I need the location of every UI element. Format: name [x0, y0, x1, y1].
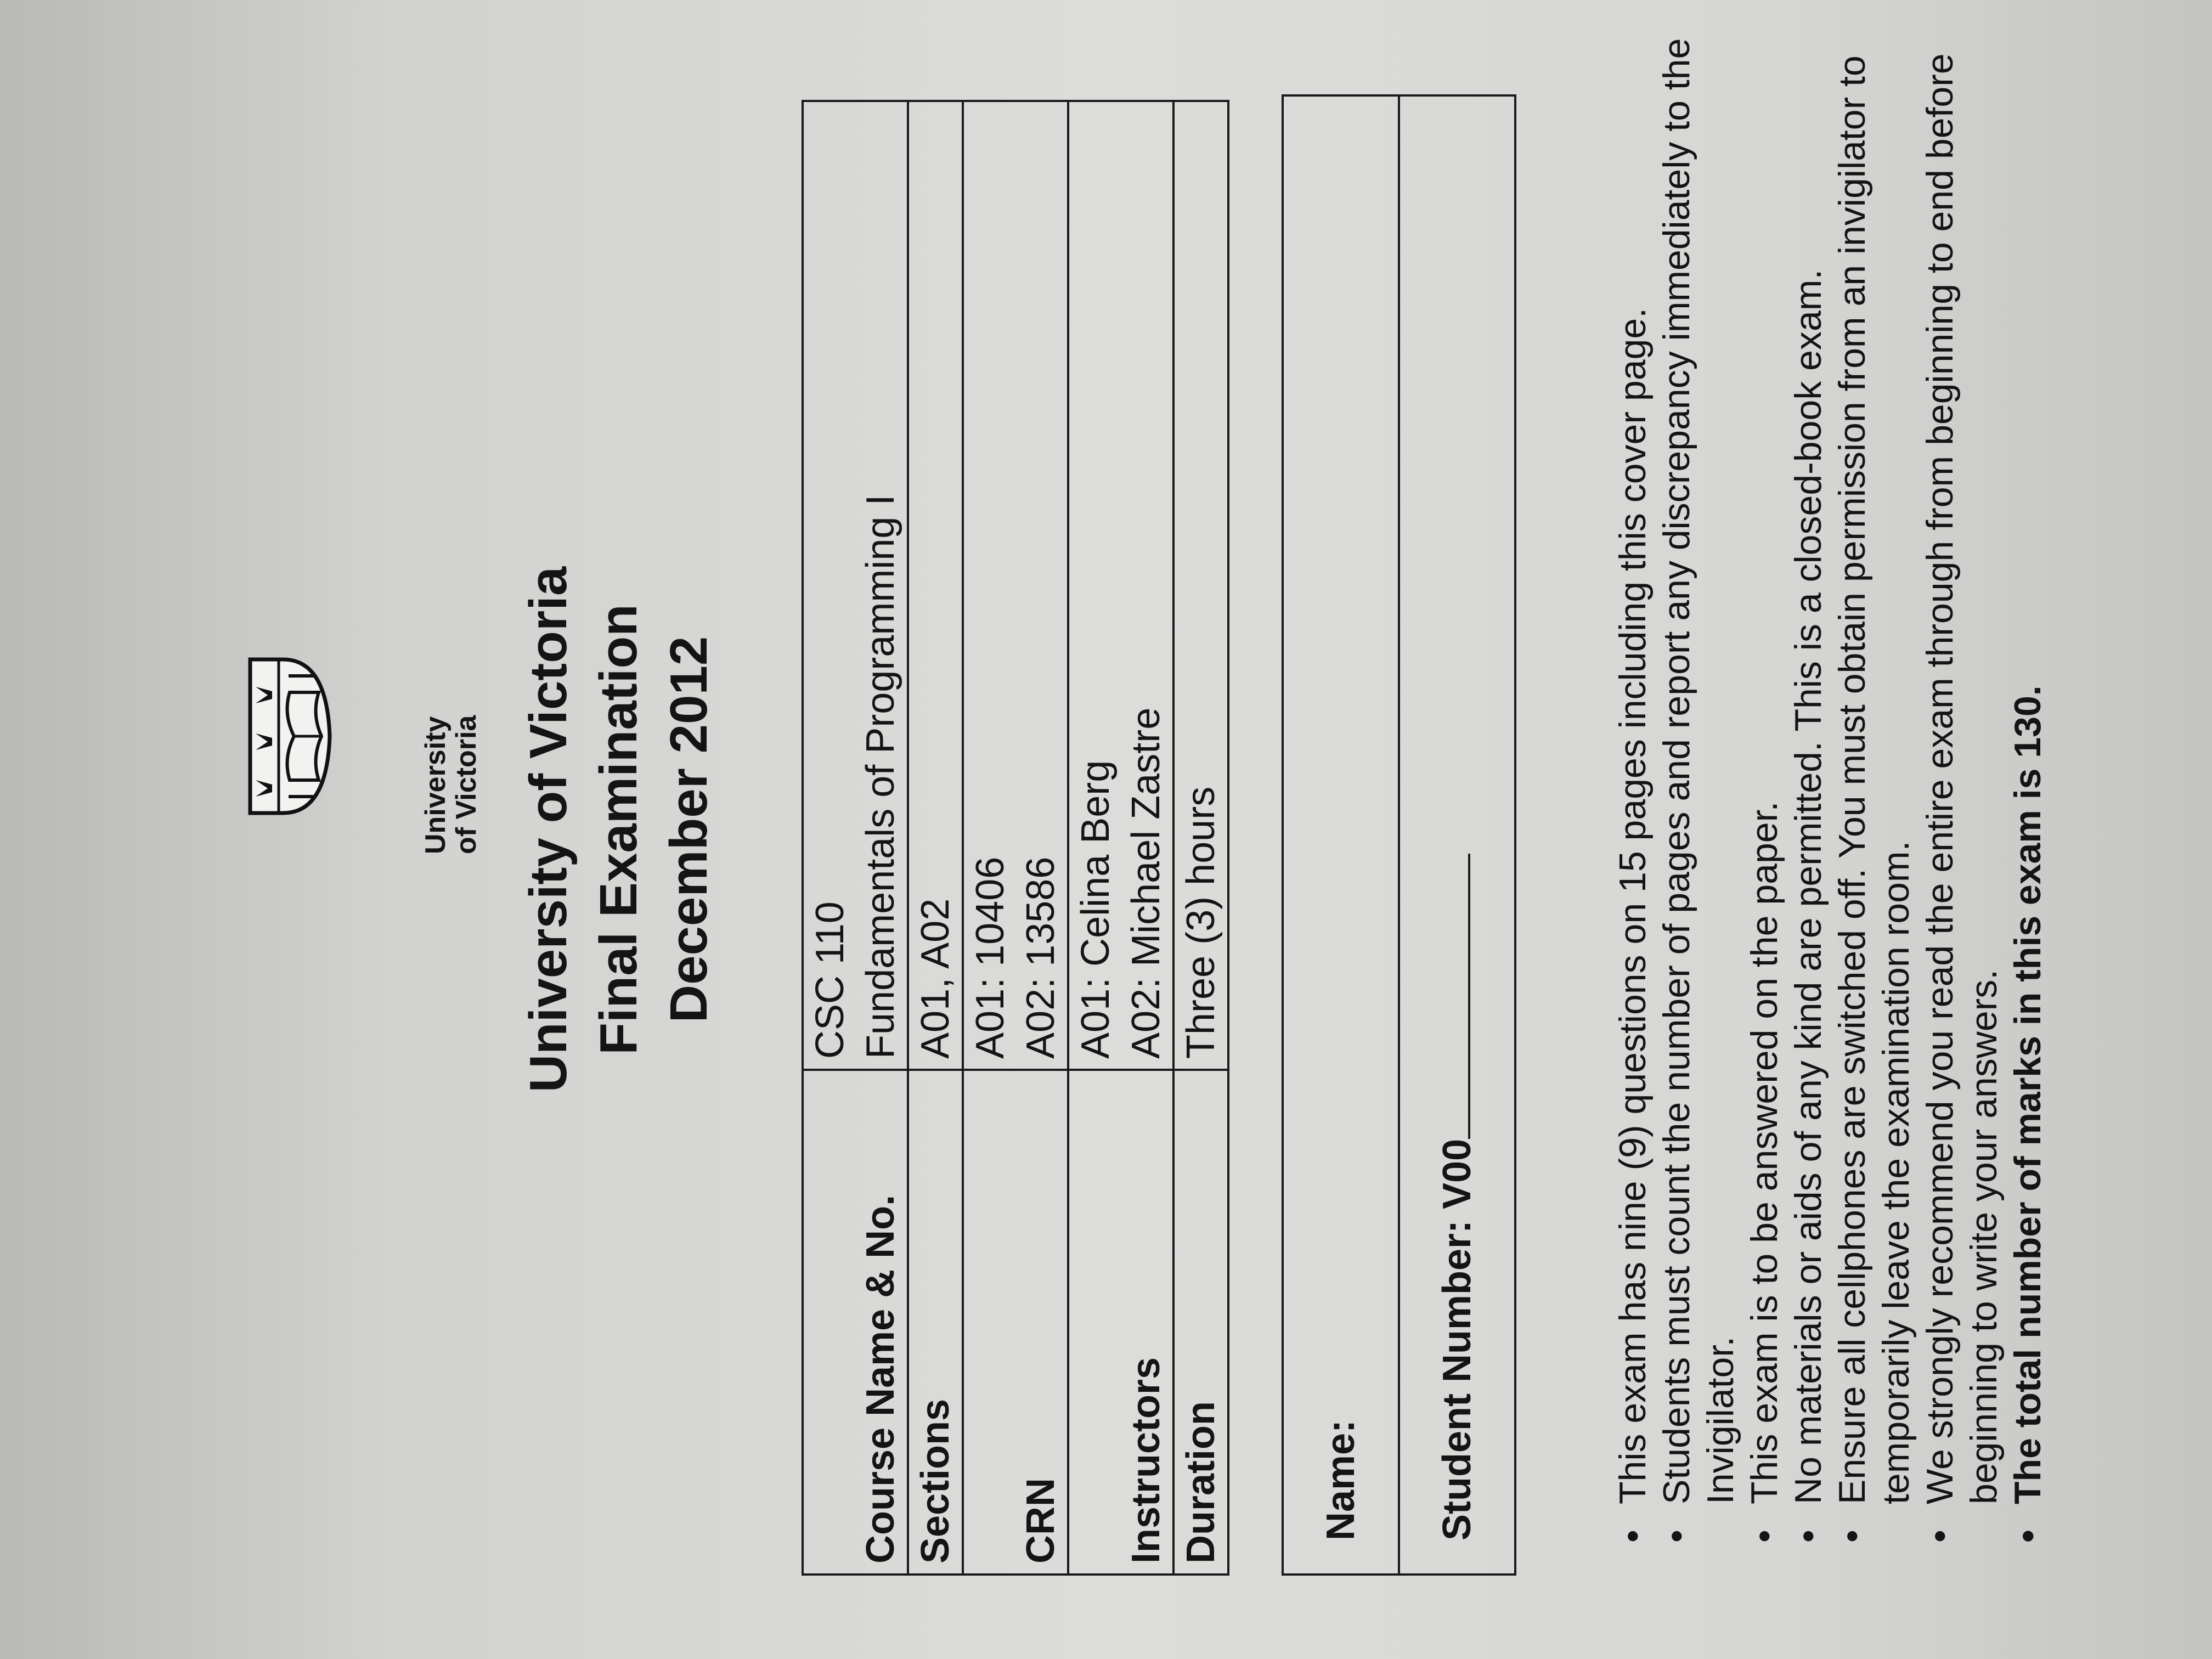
instructor-a01: A01: Celina Berg: [1074, 760, 1118, 1059]
crn-a01: A01: 10406: [968, 856, 1012, 1059]
table-row: [1068, 101, 1173, 1575]
list-item: [1611, 7, 1655, 1543]
university-wordmark: [420, 624, 482, 854]
crn-value: [963, 101, 1068, 1070]
course-title: Fundamentals of Programming I: [859, 494, 902, 1059]
instruction-text: Students must count the number of pages and report any discrepancy immediately to the Invigilator.: [1656, 38, 1741, 1504]
instruction-text: Ensure all cellphones are switched off. You must obtain permission from an invigilator to temporarily leave the examination room.: [1831, 55, 1917, 1504]
list-item: [1742, 7, 1786, 1543]
instructor-a02: A02: Michael Zastre: [1124, 707, 1168, 1059]
table-row: [1399, 95, 1515, 1575]
table-row: [803, 101, 908, 1575]
title-date: December 2012: [659, 636, 718, 1023]
name-field[interactable]: [1283, 95, 1399, 1575]
course-name-label: Course Name & No.: [803, 1070, 908, 1575]
instructors-label: Instructors: [1068, 1070, 1173, 1575]
course-info-table: [802, 100, 1229, 1576]
bullet-icon: •: [1612, 1530, 1654, 1543]
bullet-icon: •: [1656, 1530, 1697, 1543]
crn-a02: A02: 13586: [1019, 856, 1063, 1059]
list-item: [1830, 7, 1918, 1543]
bullet-icon: •: [1919, 1530, 1961, 1543]
instructors-value: [1068, 101, 1173, 1070]
list-item: [2006, 7, 2050, 1543]
duration-text: Three (3) hours: [1179, 786, 1223, 1059]
instruction-text: The total number of marks in this exam is 130.: [2007, 685, 2049, 1504]
title-exam-type: Final Examination: [589, 604, 648, 1055]
exam-cover-page: [173, 7, 2170, 1652]
title-university: University of Victoria: [519, 566, 578, 1093]
instruction-text: This exam has nine (9) questions on 15 pages including this cover page.: [1612, 307, 1654, 1504]
course-number: CSC 110: [808, 901, 852, 1059]
duration-value: [1173, 101, 1228, 1070]
wordmark-line-1: University: [420, 716, 452, 854]
list-item: [1918, 7, 2006, 1543]
exam-instructions: [1611, 7, 2050, 1543]
bullet-icon: •: [1787, 1530, 1829, 1543]
sections-text: A01, A02: [913, 898, 957, 1059]
bullet-icon: •: [1831, 1530, 1873, 1543]
name-label: Name:: [1319, 1419, 1363, 1541]
table-row: [908, 101, 963, 1575]
sections-value: [908, 101, 963, 1070]
exam-title: [514, 7, 724, 1652]
bullet-icon: •: [1743, 1530, 1785, 1543]
table-row: [1173, 101, 1228, 1575]
list-item: [1655, 7, 1742, 1543]
duration-label: Duration: [1173, 1070, 1228, 1575]
wordmark-line-2: of Victoria: [450, 715, 482, 854]
instruction-text: This exam is to be answered on the paper.: [1743, 801, 1785, 1504]
student-number-label: Student Number: V00: [1435, 1138, 1479, 1541]
table-row: [1283, 95, 1399, 1575]
bullet-icon: •: [2007, 1530, 2049, 1543]
crn-label: CRN: [963, 1070, 1068, 1575]
course-name-value: [803, 101, 908, 1070]
instruction-text: No materials or aids of any kind are permitted. This is a closed-book exam.: [1787, 269, 1829, 1504]
student-info-table: [1282, 94, 1516, 1576]
table-row: [963, 101, 1068, 1575]
university-crest-icon: [245, 654, 332, 819]
list-item: [1786, 7, 1830, 1543]
instruction-text: We strongly recommend you read the entire exam through from beginning to end before beginning to write your answers.: [1919, 53, 2005, 1504]
student-number-field[interactable]: [1399, 95, 1515, 1575]
sections-label: Sections: [908, 1070, 963, 1575]
student-number-blank[interactable]: [1435, 854, 1470, 1139]
